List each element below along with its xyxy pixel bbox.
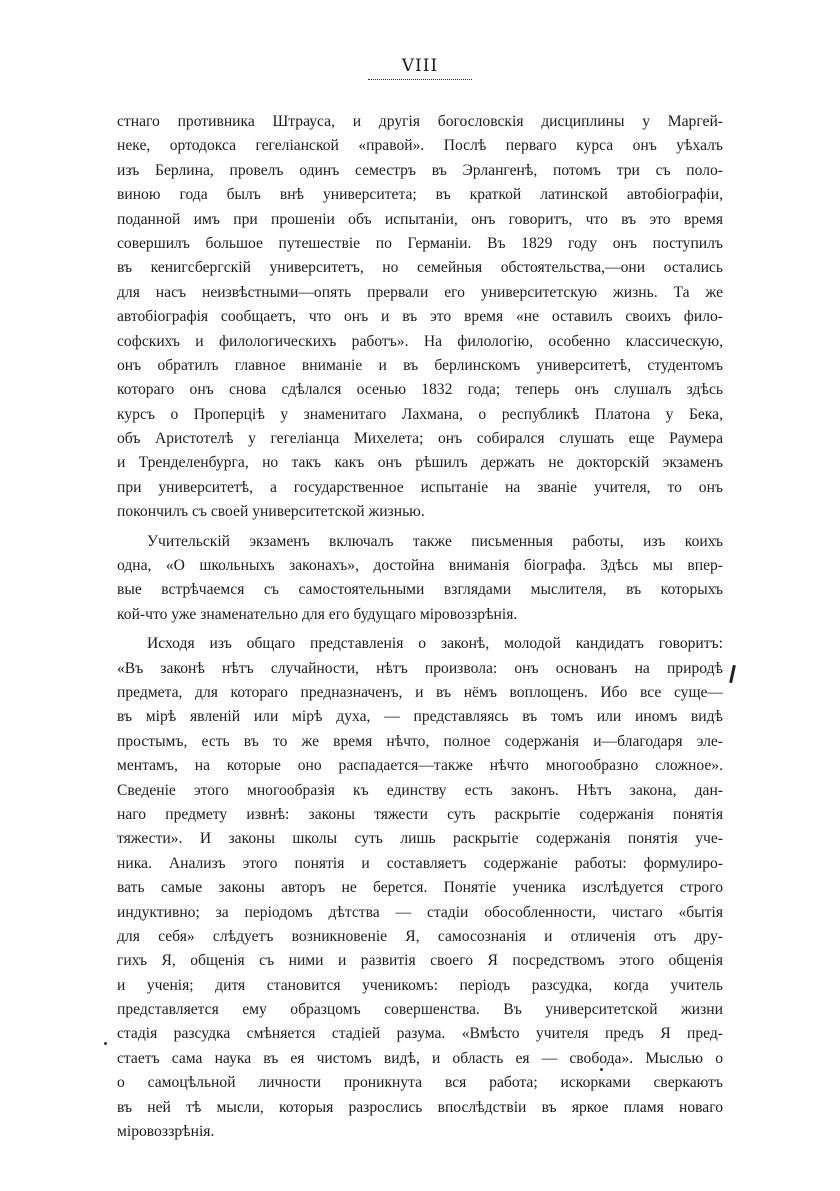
text-line: простымъ, есть въ то же время нѣчто, полное содержанія и—благодаря эле- xyxy=(117,732,723,750)
text-line: покончилъ съ своей университетской жизнью. xyxy=(117,503,425,521)
text-line: міровоззрѣнія. xyxy=(117,1123,215,1141)
text-line: объ Аристотелѣ у гегеліанца Михелета; онъ собирался слушать еще Раумера xyxy=(117,430,723,448)
text-line: вые встрѣчаемся съ самостоятельными взглядами мыслителя, въ которыхъ xyxy=(117,581,723,599)
text-line: въ кенигсбергскій университетъ, но семейныя обстоятельства,—они остались xyxy=(117,259,723,277)
text-line: для насъ неизвѣстными—опять прервали его университетскую жизнь. Та же xyxy=(117,283,723,301)
text-line: для себя» слѣдуетъ возникновеніе Я, самосознанія и отличенія отъ дру- xyxy=(117,927,723,945)
text-line: онъ обратилъ главное вниманіе и въ берлинскомъ университетѣ, студентомъ xyxy=(117,356,723,374)
text-line: поданной имъ при прошеніи объ испытаніи, онъ говоритъ, что въ это время xyxy=(117,210,723,228)
text-line: стадія разсудка смѣняется стадіей разума. «Вмѣсто учителя предъ Я пред- xyxy=(117,1025,723,1043)
text-line: софскихъ и филологическихъ работъ». На филологію, особенно классическую, xyxy=(117,332,723,350)
text-line: курсъ о Проперціѣ у знаменитаго Лахмана, о республикѣ Платона у Бека, xyxy=(117,405,723,423)
text-line: въ мірѣ явленій или мірѣ духа, — представляясь въ томъ или иномъ видѣ xyxy=(117,708,723,726)
text-line: «Въ законѣ нѣтъ случайности, нѣтъ произвола: онъ основанъ на природѣ xyxy=(117,659,723,677)
text-line: ментамъ, на которые оно распадается—также нѣчто многообразно сложное». xyxy=(117,757,723,775)
text-line: о самоцѣльной личности проникнута вся работа; искорками сверкаютъ xyxy=(117,1074,723,1092)
text-line: представляется ему образцомъ совершенства. Въ университетской жизни xyxy=(117,1001,723,1019)
text-line: предмета, для котораго предназначенъ, и въ нёмъ воплощенъ. Ибо все суще— xyxy=(117,683,723,701)
text-line: вать самые законы авторъ не берется. Понятіе ученика изслѣдуется строго xyxy=(117,879,723,897)
text-line: неке, ортодокса гегеліанской «правой». Послѣ перваго курса онъ уѣхалъ xyxy=(117,137,723,155)
margin-pencil-mark xyxy=(729,665,736,683)
paragraph-1 xyxy=(117,110,723,525)
text-line: кой-что уже знаменательно для его будущаго міровоззрѣнія. xyxy=(117,605,518,623)
text-line: одна, «О школьныхъ законахъ», достойна вниманія біографа. Здѣсь мы впер- xyxy=(117,557,723,575)
text-line: стнаго противника Штрауса, и другія богословскія дисциплины у Маргей- xyxy=(117,113,723,130)
text-line: совершилъ большое путешествіе по Германіи. Въ 1829 году онъ поступилъ xyxy=(117,234,723,252)
text-line: наго предмету извнѣ: законы тяжести суть раскрытіе содержанія понятія xyxy=(117,805,723,823)
text-line: ника. Анализъ этого понятія и составляетъ содержаніе работы: формулиро- xyxy=(117,854,723,872)
text-line: виною года былъ внѣ университета; въ краткой латинской автобіографіи, xyxy=(117,186,723,204)
text-line: и Тренделенбурга, но такъ какъ онъ рѣшилъ держать не докторскій экзаменъ xyxy=(117,454,723,472)
text-line: индуктивно; за періодомъ дѣтства — стадіи обособленности, чистаго «бытія xyxy=(117,903,723,921)
page-number: VIII xyxy=(401,56,439,76)
text-line: котораго онъ снова сдѣлался осенью 1832 года; теперь онъ слушалъ здѣсь xyxy=(117,381,723,399)
text-line: гихъ Я, общенія съ ними и развитія своего Я посредствомъ этого общенія xyxy=(117,952,723,970)
text-line: Сведеніе этого многообразія къ единству есть законъ. Нѣтъ закона, дан- xyxy=(117,781,723,799)
text-line: Учительскій экзаменъ включалъ также письменныя работы, изъ коихъ xyxy=(147,532,723,550)
text-line: въ ней тѣ мысли, которыя разрослись впослѣдствіи въ яркое пламя новаго xyxy=(117,1098,723,1116)
text-line: при университетѣ, а государственное испытаніе на званіе учителя, то онъ xyxy=(117,478,723,496)
header-dotted-rule xyxy=(368,79,472,80)
body-text xyxy=(117,110,723,1149)
paragraph-3 xyxy=(117,632,723,1144)
text-line: изъ Берлина, провелъ одинъ семестръ въ Эрлангенѣ, потомъ три съ поло- xyxy=(117,161,723,179)
ink-speck xyxy=(600,1068,603,1071)
text-line: тяжести». И законы школы суть лишь раскрытіе содержанія понятія уче- xyxy=(117,830,723,848)
text-line: автобіографія сообщаетъ, что онъ и въ это время «не оставилъ своихъ фило- xyxy=(117,308,723,326)
text-line: Исходя изъ общаго представленія о законѣ, молодой кандидатъ говоритъ: xyxy=(147,635,723,653)
ink-speck xyxy=(104,1042,107,1045)
paragraph-2 xyxy=(117,530,723,628)
text-line: стаетъ сама наука въ ея чистомъ видѣ, и область ея — свобода». Мыслью о xyxy=(117,1049,723,1067)
text-line: и ученія; дитя становится ученикомъ: періодъ разсудка, когда учитель xyxy=(117,976,723,994)
